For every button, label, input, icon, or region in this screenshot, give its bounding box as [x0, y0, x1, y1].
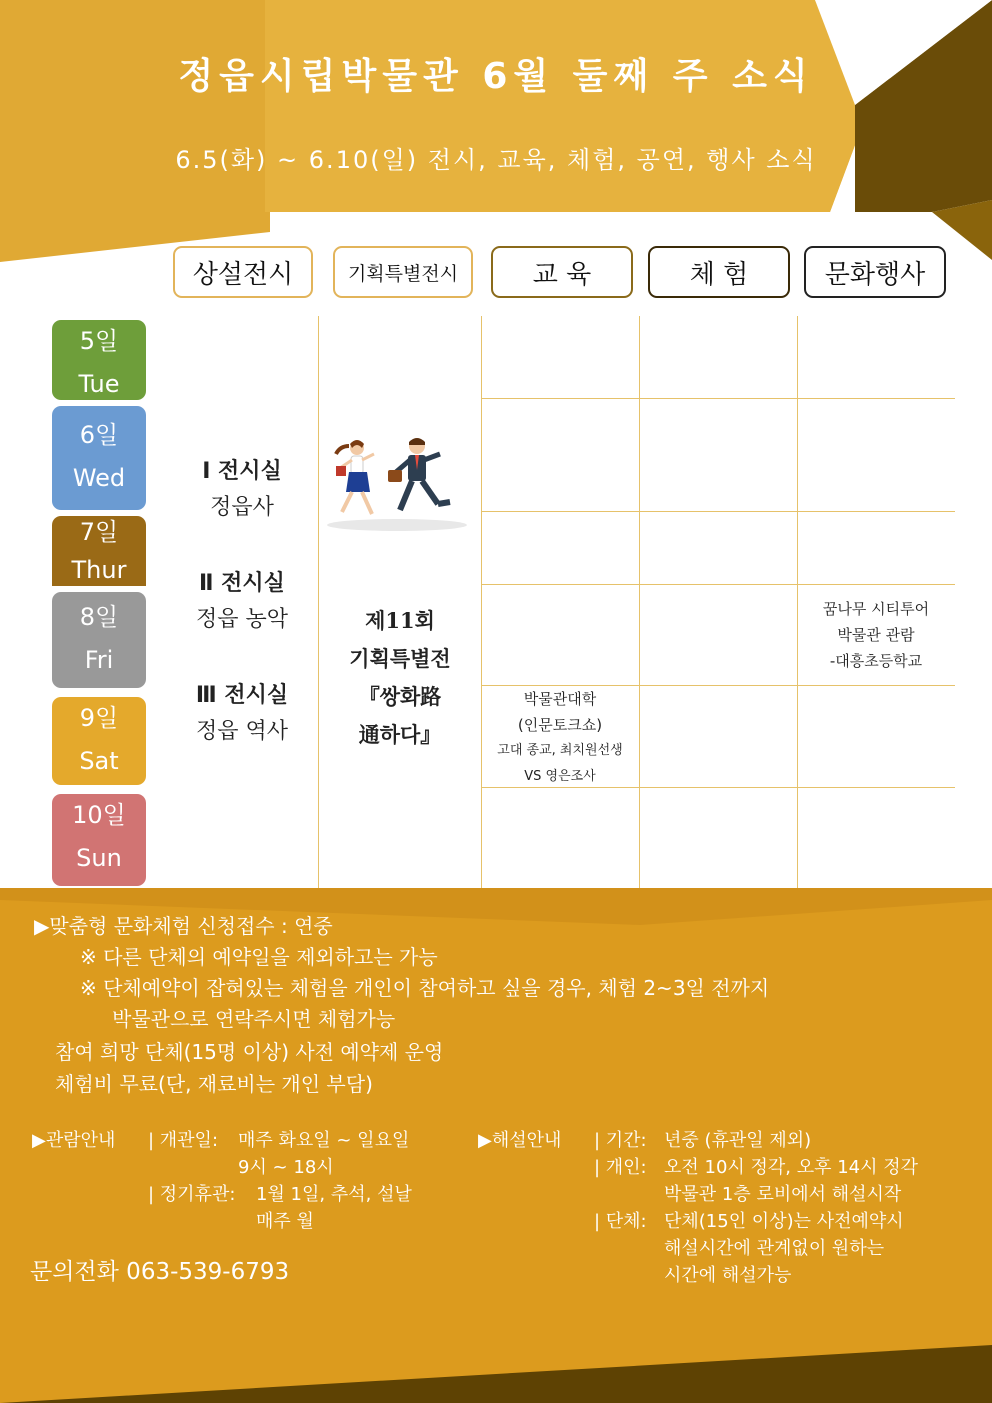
day-name: Wed: [72, 464, 126, 492]
education-saturday: [482, 686, 638, 790]
contact-phone: 문의전화 063-539-6793: [30, 1259, 290, 1285]
hall-2: [182, 566, 302, 638]
group-value-2: 해설시간에 관계없이 원하는: [664, 1238, 885, 1259]
notice-line: 체험비 무료(단, 재료비는 개인 부담): [55, 1072, 373, 1096]
hall-3: [182, 678, 302, 750]
special-line: 『쌍화路: [358, 684, 442, 709]
culture-friday: [798, 596, 954, 674]
hall-title: Ⅰ 전시실: [202, 459, 282, 484]
personal-value-2: 박물관 1층 로비에서 해설시작: [664, 1184, 902, 1205]
hall-name: 정읍 역사: [195, 719, 288, 744]
group-value-3: 시간에 해설가능: [664, 1265, 792, 1286]
day-name: Sun: [76, 844, 122, 872]
closed-label: | 정기휴관:: [148, 1184, 236, 1205]
culture-line: -대흥초등학교: [829, 652, 923, 670]
visit-label: ▶관람안내: [32, 1130, 116, 1151]
category-culture: 문화행사: [804, 246, 946, 298]
open-day-value: 매주 화요일 ~ 일요일: [238, 1130, 410, 1151]
page-title: 정읍시립박물관 6월 둘째 주 소식: [178, 56, 814, 97]
day-name: Fri: [84, 646, 114, 674]
grid-line: [481, 584, 955, 585]
day-number: 10일: [72, 801, 126, 829]
hall-name: 정읍 농악: [195, 607, 288, 632]
closed-value: 1월 1일, 추석, 설날: [256, 1184, 412, 1205]
notice-heading: ▶맞춤형 문화체험 신청접수 : 연중: [34, 914, 333, 938]
day-name: Sat: [79, 747, 119, 775]
day-name: Thur: [71, 556, 127, 584]
category-education: 교 육: [491, 246, 633, 298]
special-exhibition: [320, 602, 480, 754]
period-value: 년중 (휴관일 제외): [664, 1130, 812, 1151]
grid-line: [481, 398, 955, 399]
day-tue: [52, 320, 146, 400]
day-number: 8일: [79, 603, 119, 631]
day-number: 5일: [79, 327, 119, 355]
category-permanent: 상설전시: [173, 246, 313, 298]
education-line: (인문토크쇼): [517, 716, 603, 734]
grid-line: [481, 316, 482, 888]
day-wed: [52, 406, 146, 510]
day-number: 7일: [79, 518, 119, 546]
day-number: 9일: [79, 704, 119, 732]
open-hours: 9시 ~ 18시: [238, 1157, 334, 1178]
day-sun: [52, 794, 146, 886]
hall-title: Ⅱ 전시실: [199, 571, 285, 596]
hall-1: [182, 454, 302, 526]
category-special: 기획특별전시: [333, 246, 473, 298]
culture-line: 박물관 관람: [837, 626, 915, 644]
culture-line: 꿈나무 시티투어: [822, 600, 930, 618]
grid-line: [318, 316, 319, 888]
day-name: Tue: [78, 370, 120, 398]
notice-line: 박물관으로 연락주시면 체험가능: [112, 1007, 396, 1031]
open-day-label: | 개관일:: [148, 1130, 219, 1151]
closed-value-2: 매주 월: [256, 1211, 314, 1232]
grid-line: [639, 316, 640, 888]
grid-line: [481, 511, 955, 512]
notice-line: ※ 단체예약이 잡혀있는 체험을 개인이 참여하고 싶을 경우, 체험 2~3일 전까지: [80, 976, 770, 1000]
education-line: VS 영은조사: [524, 769, 596, 784]
guide-label: ▶해설안내: [478, 1130, 562, 1151]
hall-title: Ⅲ 전시실: [195, 683, 289, 708]
period-label: | 기간:: [594, 1130, 647, 1151]
day-number: 6일: [79, 421, 119, 449]
notice-line: ※ 다른 단체의 예약일을 제외하고는 가능: [80, 945, 438, 969]
education-line: 박물관대학: [523, 690, 597, 708]
group-label: | 단체:: [594, 1211, 647, 1232]
personal-value: 오전 10시 정각, 오후 14시 정각: [664, 1157, 919, 1178]
special-line: 기획특별전: [349, 646, 451, 671]
hall-name: 정읍사: [210, 495, 274, 520]
special-line: 通하다』: [358, 722, 442, 747]
notice-line: 참여 희망 단체(15명 이상) 사전 예약제 운영: [55, 1040, 444, 1064]
day-thu: [52, 516, 146, 586]
running-people-illustration: [322, 432, 472, 532]
day-sat: [52, 697, 146, 785]
page-subtitle: 6.5(화) ~ 6.10(일) 전시, 교육, 체험, 공연, 행사 소식: [175, 146, 817, 174]
header-panel: [265, 0, 870, 212]
day-fri: [52, 592, 146, 688]
personal-label: | 개인:: [594, 1157, 647, 1178]
special-line: 제11회: [365, 608, 435, 633]
group-value: 단체(15인 이상)는 사전예약시: [664, 1211, 904, 1232]
education-line: 고대 종교, 최치원선생: [497, 743, 623, 758]
category-experience: 체 험: [648, 246, 790, 298]
